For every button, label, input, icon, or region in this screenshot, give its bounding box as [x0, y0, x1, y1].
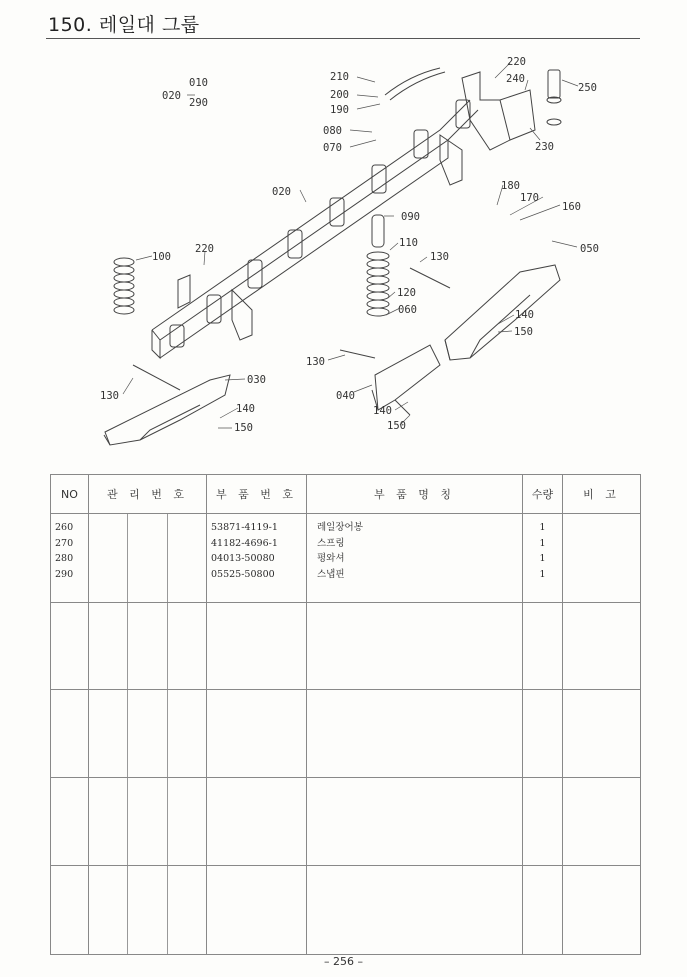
callout-label: 060 — [398, 304, 417, 316]
callout-label: 150 — [234, 422, 253, 434]
management-number-cell — [89, 514, 207, 603]
part-number-value: 53871-4119-1 — [211, 522, 278, 533]
callout-label: 170 — [520, 192, 539, 204]
callout-label: 230 — [535, 141, 554, 153]
callout-label: 220 — [507, 56, 526, 68]
callout-label: 090 — [401, 211, 420, 223]
part-name-cell — [307, 514, 523, 603]
quantity-value: 1 — [539, 553, 546, 564]
column-header-remark: 비 고 — [563, 475, 641, 514]
callout-label: 020 — [162, 90, 181, 102]
callout-label: 130 — [430, 251, 449, 263]
no-cell — [51, 514, 89, 603]
callout-label: 200 — [330, 89, 349, 101]
part-name-value: 레일장어봉 — [317, 522, 363, 533]
callout-label: 140 — [373, 405, 392, 417]
callout-label: 070 — [323, 142, 342, 154]
callout-label: 110 — [399, 237, 418, 249]
no-value: 290 — [55, 568, 74, 580]
quantity-cell — [523, 514, 563, 603]
parts-diagram — [0, 40, 687, 460]
table-row — [51, 603, 641, 690]
callout-label: 130 — [100, 390, 119, 402]
column-header-no: NO — [51, 475, 89, 514]
callout-label: 100 — [152, 251, 171, 263]
quantity-value: 1 — [539, 522, 546, 533]
table-header-row — [51, 475, 641, 514]
callout-label: 250 — [578, 82, 597, 94]
column-header-quantity: 수량 — [523, 475, 563, 514]
callout-label: 180 — [501, 180, 520, 192]
callout-label: 010 — [189, 77, 208, 89]
page-title: 150. 레일대 그룹 — [48, 14, 200, 36]
remark-cell — [563, 514, 641, 603]
callout-label: 220 — [195, 243, 214, 255]
callout-label: 150 — [514, 326, 533, 338]
column-header-part-name: 부 품 명 칭 — [307, 475, 523, 514]
callout-label: 140 — [236, 403, 255, 415]
callout-label: 080 — [323, 125, 342, 137]
column-header-management-number: 관 리 번 호 — [89, 475, 207, 514]
callout-label: 160 — [562, 201, 581, 213]
part-number-value: 41182-4696-1 — [211, 537, 278, 549]
no-value: 260 — [55, 522, 74, 533]
callout-label: 030 — [247, 374, 266, 386]
part-number-value: 05525-50800 — [211, 568, 275, 580]
exploded-view-drawing — [0, 40, 687, 460]
table-row — [51, 690, 641, 778]
callout-label: 140 — [515, 309, 534, 321]
callout-label: 130 — [306, 356, 325, 368]
callout-label: 290 — [189, 97, 208, 109]
part-name-value: 평와셔 — [317, 553, 345, 564]
callout-label: 190 — [330, 104, 349, 116]
column-header-part-number: 부 품 번 호 — [207, 475, 307, 514]
callout-label: 040 — [336, 390, 355, 402]
callout-label: 020 — [272, 186, 291, 198]
title-divider — [46, 38, 640, 39]
no-value: 270 — [55, 537, 74, 549]
table-row — [51, 866, 641, 955]
part-number-value: 04013-50080 — [211, 553, 275, 564]
part-number-cell — [207, 514, 307, 603]
callout-label: 120 — [397, 287, 416, 299]
page-number: – 256 – — [324, 955, 363, 968]
callout-label: 240 — [506, 73, 525, 85]
parts-table — [50, 474, 641, 955]
callout-label: 150 — [387, 420, 406, 432]
callout-label: 210 — [330, 71, 349, 83]
table-row — [51, 514, 641, 603]
part-name-value: 스프링 — [317, 537, 345, 549]
quantity-value: 1 — [539, 568, 546, 580]
callout-label: 050 — [580, 243, 599, 255]
no-value: 280 — [55, 553, 74, 564]
quantity-value: 1 — [539, 537, 546, 549]
part-name-value: 스냅핀 — [317, 568, 345, 580]
table-row — [51, 778, 641, 866]
